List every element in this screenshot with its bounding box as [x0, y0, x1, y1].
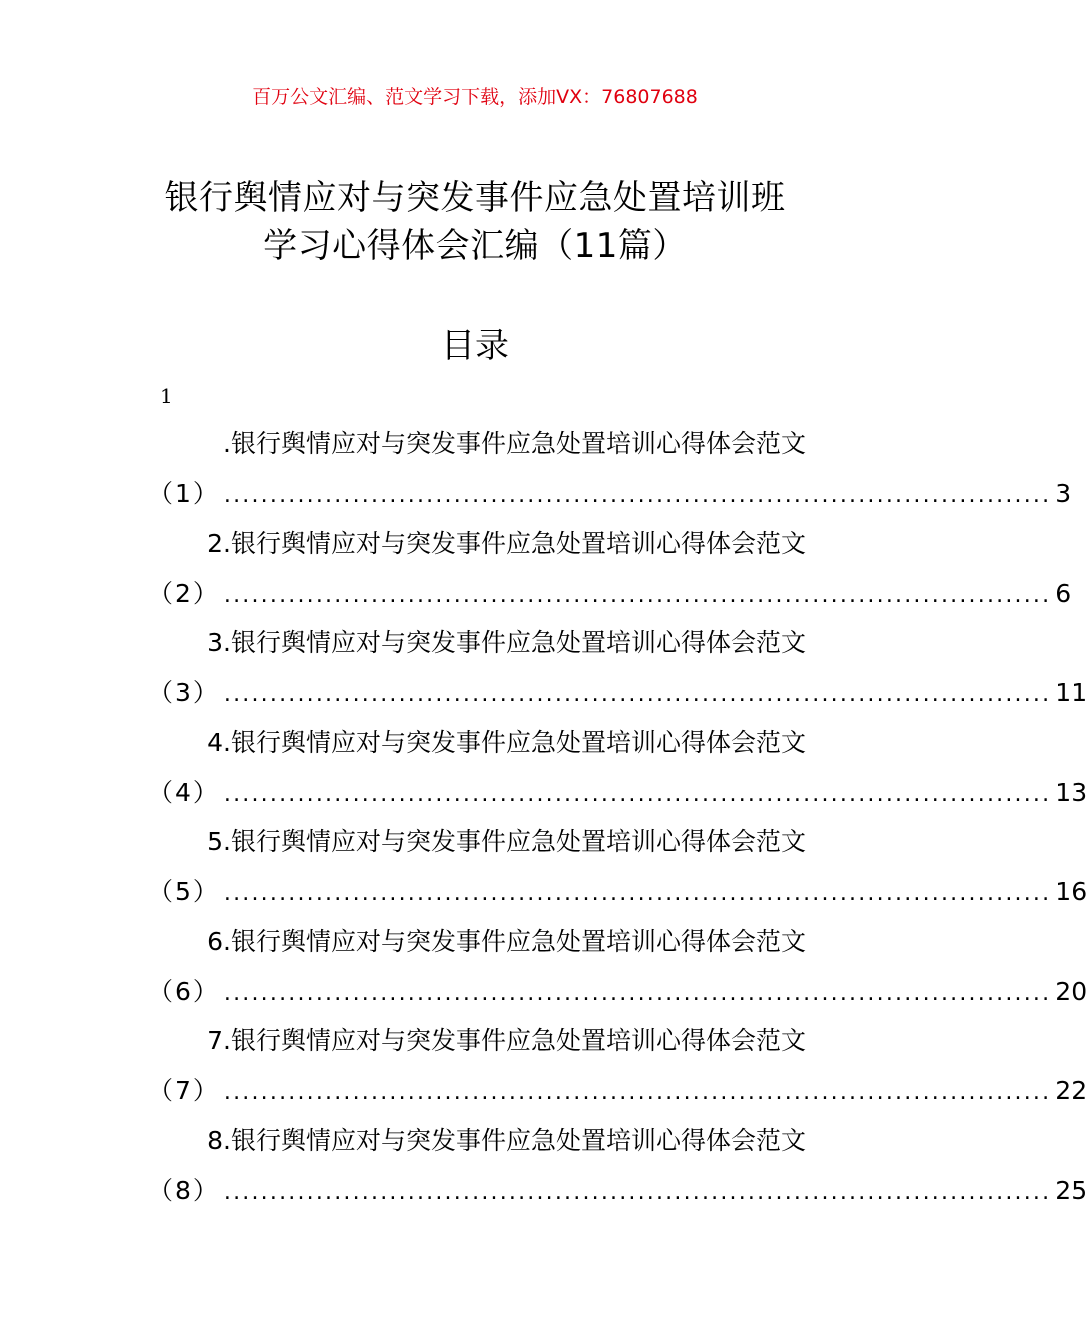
- toc-entry-1[interactable]: [0, 422, 1072, 522]
- toc-entry-title: 4.银行舆情应对与突发事件应急处置培训心得体会范文: [207, 727, 806, 757]
- toc-entry-title: .银行舆情应对与突发事件应急处置培训心得体会范文: [223, 429, 806, 458]
- toc-entry-title: 7.银行舆情应对与突发事件应急处置培训心得体会范文: [207, 1026, 806, 1055]
- toc-entry-4[interactable]: [0, 721, 1087, 821]
- toc-entry-number: （6）: [148, 976, 220, 1006]
- toc-entry-title: 2.银行舆情应对与突发事件应急处置培训心得体会范文: [207, 528, 806, 558]
- toc-entry-number: （1）: [148, 479, 220, 508]
- toc-entry-number: （4）: [148, 777, 220, 807]
- toc-leader-dots: ..........................................................................................: [223, 483, 1052, 508]
- toc-leader-dots: ..........................................................................................: [223, 1179, 1052, 1205]
- toc-leader-dots: ..........................................................................................: [223, 781, 1052, 807]
- toc-entry-page: 13: [1055, 777, 1087, 807]
- toc-entry-number: （5）: [148, 877, 220, 906]
- document-title-line-2: 学习心得体会汇编（11篇）: [263, 226, 687, 266]
- toc-leader-dots: ..........................................................................................: [223, 682, 1052, 707]
- toc-entry-page: 6: [1055, 578, 1072, 608]
- toc-entry-3[interactable]: [0, 621, 1087, 721]
- toc-entry-8[interactable]: [0, 1119, 1087, 1219]
- toc-entry-page: 11: [1055, 678, 1087, 707]
- toc-entry-page: 20: [1055, 976, 1087, 1006]
- toc-entry-page: 22: [1055, 1076, 1087, 1105]
- toc-entry-title: 3.银行舆情应对与突发事件应急处置培训心得体会范文: [207, 628, 806, 657]
- toc-heading: 目录: [441, 326, 509, 366]
- toc-entry-2[interactable]: [0, 522, 1072, 622]
- toc-entry-5[interactable]: [0, 820, 1087, 920]
- table-of-contents: [0, 422, 1087, 1218]
- toc-entry-number: （7）: [148, 1076, 220, 1105]
- watermark-text: 百万公文汇编、范文学习下载，添加VX：76807688: [252, 86, 698, 108]
- toc-leader-dots: ..........................................................................................: [223, 582, 1052, 608]
- toc-leader-dots: ..........................................................................................: [223, 881, 1052, 906]
- toc-entry-page: 16: [1055, 877, 1087, 906]
- toc-entry-number: （3）: [148, 678, 220, 707]
- toc-entry-page: 25: [1055, 1175, 1087, 1205]
- toc-entry-number: （2）: [148, 578, 220, 608]
- page-marker: 1: [160, 384, 173, 408]
- toc-leader-dots: ..........................................................................................: [223, 980, 1052, 1006]
- toc-entry-number: （8）: [148, 1175, 220, 1205]
- toc-entry-title: 8.银行舆情应对与突发事件应急处置培训心得体会范文: [207, 1125, 806, 1155]
- toc-entry-title: 5.银行舆情应对与突发事件应急处置培训心得体会范文: [207, 827, 806, 856]
- toc-entry-7[interactable]: [0, 1019, 1087, 1119]
- toc-leader-dots: ..........................................................................................: [223, 1080, 1052, 1105]
- toc-entry-6[interactable]: [0, 920, 1087, 1020]
- document-title-line-1: 银行舆情应对与突发事件应急处置培训班: [164, 178, 786, 218]
- toc-entry-page: 3: [1055, 479, 1072, 508]
- toc-entry-title: 6.银行舆情应对与突发事件应急处置培训心得体会范文: [207, 926, 806, 956]
